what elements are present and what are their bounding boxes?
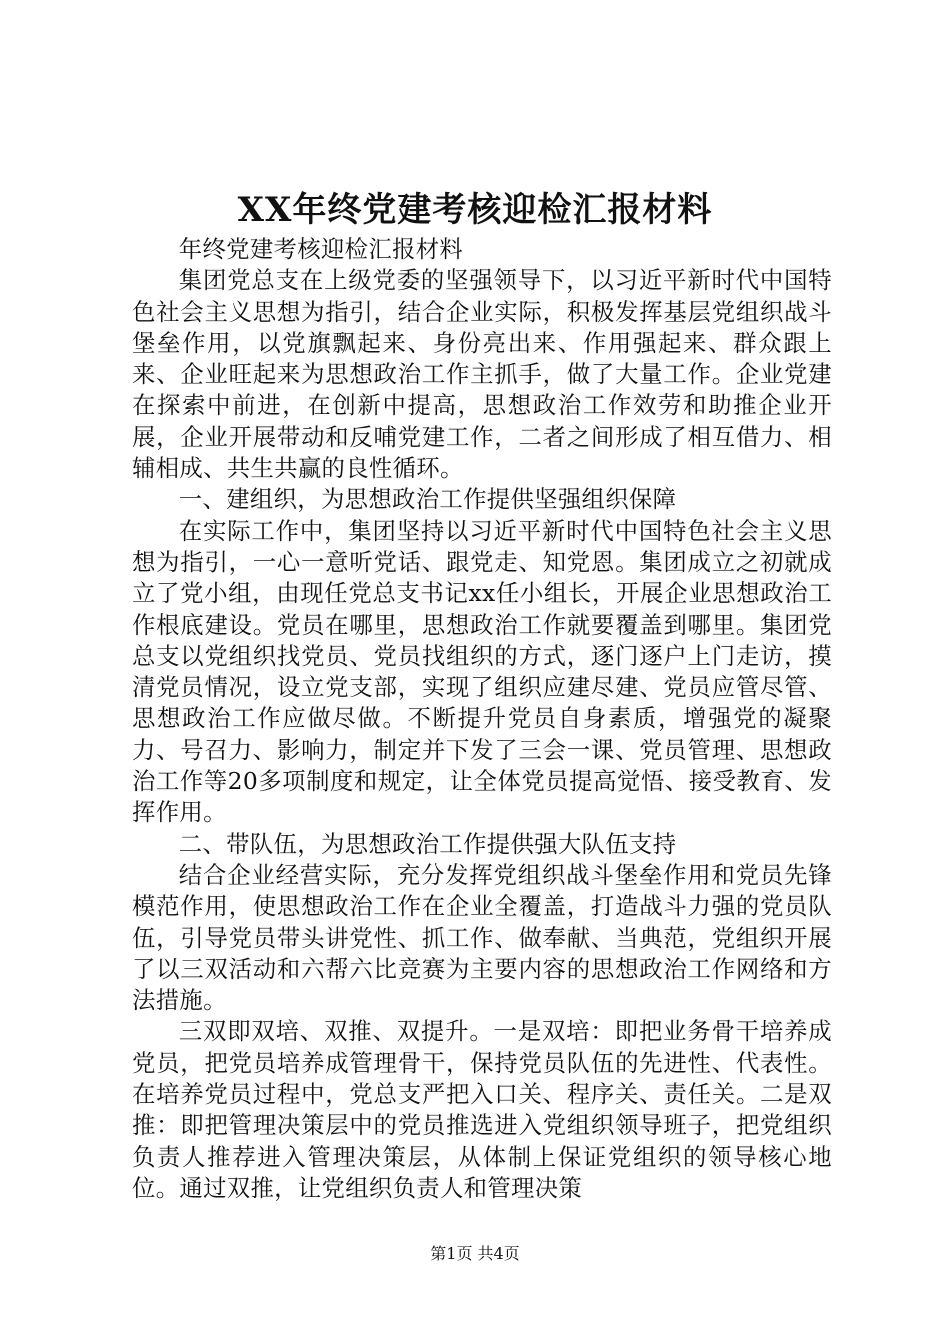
- section-2-paragraph: 结合企业经营实际，充分发挥党组织战斗堡垒作用和党员先锋模范作用，使思想政治工作在企业全覆盖，打造战斗力强的党员队伍，引导党员带头讲党性、抓工作、做奉献、当典范，党组织开展了以三双活动和六帮六比竞赛为主要内容的思想政治工作网络和方法措施。: [132, 860, 832, 1015]
- section-heading-2: 二、带队伍，为思想政治工作提供强大队伍支持: [178, 829, 677, 858]
- subtitle-paragraph: 年终党建考核迎检汇报材料: [178, 235, 464, 263]
- document-body: [132, 234, 832, 1204]
- section-2-paragraph-2: 三双即双培、双推、双提升。一是双培：即把业务骨干培养成党员，把党员培养成管理骨干，保持党员队伍的先进性、代表性。在培养党员过程中，党总支严把入口关、程序关、责任关。二是双推：即把管理决策层中的党员推选进入党组织领导班子，把党组织负责人推荐进入管理决策层，从体制上保证党组织的领导核心地位。通过双推，让党组织负责人和管理决策: [132, 1017, 832, 1202]
- document-title: XX年终党建考核迎检汇报材料: [237, 190, 713, 230]
- intro-paragraph: 集团党总支在上级党委的坚强领导下，以习近平新时代中国特色社会主义思想为指引，结合企业实际，积极发挥基层党组织战斗堡垒作用，以党旗飘起来、身份亮出来、作用强起来、群众跟上来、企业旺起来为思想政治工作主抓手，做了大量工作。企业党建在探索中前进，在创新中提高，思想政治工作效劳和助推企业开展，企业开展带动和反哺党建工作，二者之间形成了相互借力、相辅相成、共生共赢的良性循环。: [132, 266, 832, 483]
- section-heading-1: 一、建组织，为思想政治工作提供坚强组织保障: [178, 485, 677, 514]
- page-footer: 第1页 共4页: [430, 1244, 520, 1263]
- section-1-paragraph: 在实际工作中，集团坚持以习近平新时代中国特色社会主义思想为指引，一心一意听党话、跟党走、知党恩。集团成立之初就成立了党小组，由现任党总支书记xx任小组长，开展企业思想政治工作根底建设。党员在哪里，思想政治工作就要覆盖到哪里。集团党总支以党组织找党员、党员找组织的方式，逐门逐户上门走访，摸清党员情况，设立党支部，实现了组织应建尽建、党员应管尽管、思想政治工作应做尽做。不断提升党员自身素质，增强党的凝聚力、号召力、影响力，制定并下发了三会一课、党员管理、思想政治工作等20多项制度和规定，让全体党员提高觉悟、接受教育、发挥作用。: [132, 516, 832, 827]
